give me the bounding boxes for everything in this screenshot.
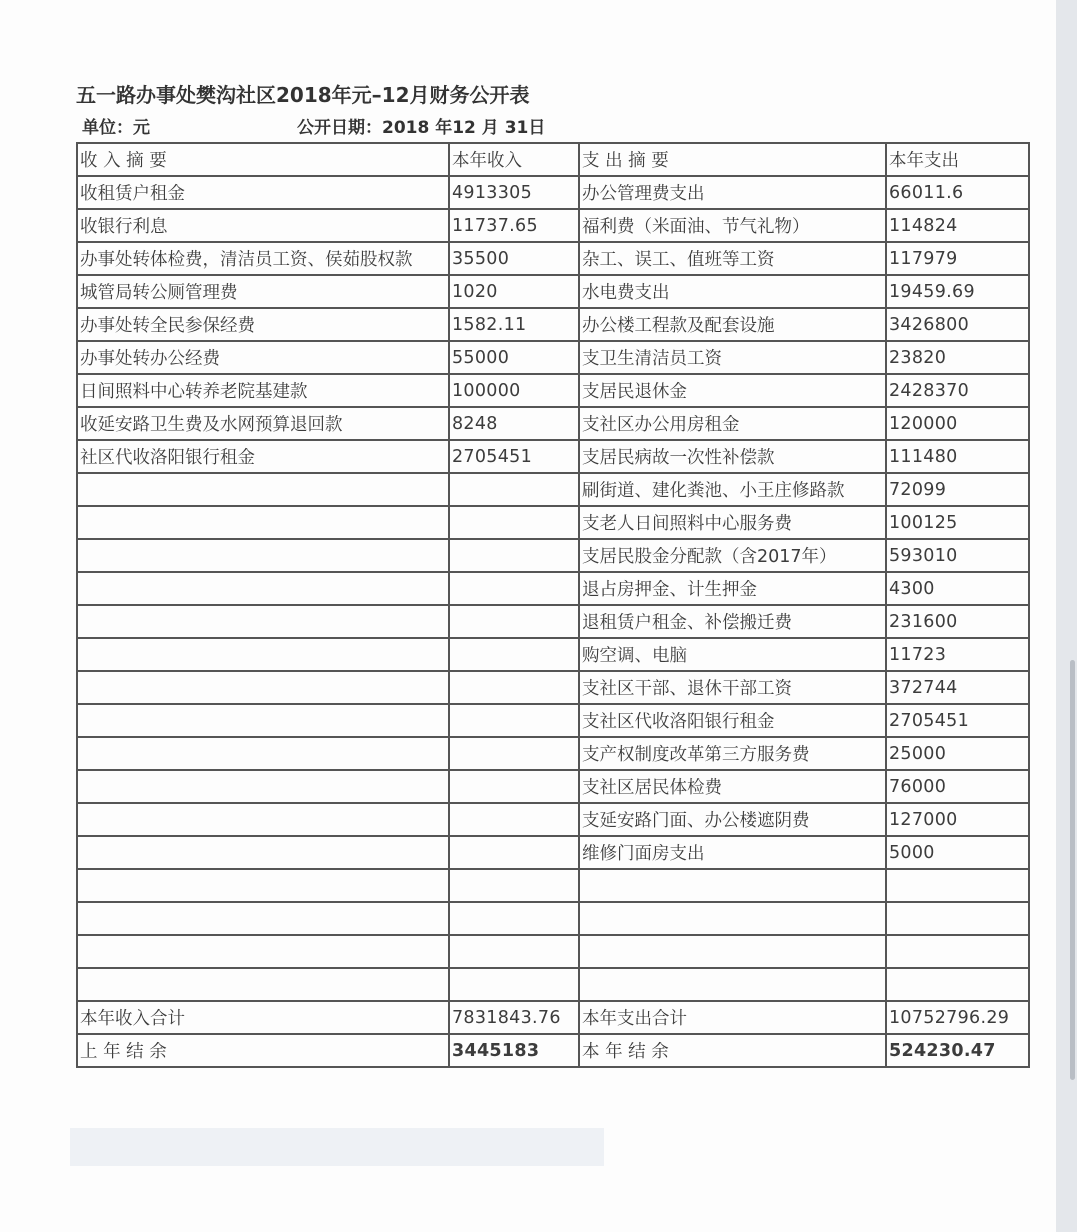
expense-amount-cell: 117979 [886,242,1029,275]
expense-total-value: 10752796.29 [886,1001,1029,1034]
income-summary-cell [77,803,449,836]
expense-amount-cell: 4300 [886,572,1029,605]
income-summary-cell: 收银行利息 [77,209,449,242]
expense-amount-cell: 120000 [886,407,1029,440]
expense-amount-cell: 231600 [886,605,1029,638]
income-amount-cell [449,638,579,671]
expense-summary-cell: 支居民股金分配款（含2017年） [579,539,886,572]
table-row [77,341,1029,374]
expense-amount-cell: 66011.6 [886,176,1029,209]
expense-amount-cell [886,935,1029,968]
table-row [77,374,1029,407]
income-amount-cell [449,539,579,572]
table-row [77,935,1029,968]
expense-amount-cell: 127000 [886,803,1029,836]
table-row [77,407,1029,440]
income-amount-cell [449,704,579,737]
expense-summary-cell: 支老人日间照料中心服务费 [579,506,886,539]
expense-summary-cell: 支卫生清洁员工资 [579,341,886,374]
table-row [77,275,1029,308]
income-amount-cell: 55000 [449,341,579,374]
table-row [77,704,1029,737]
income-amount-cell: 1020 [449,275,579,308]
expense-amount-cell: 23820 [886,341,1029,374]
income-summary-cell: 办事处转办公经费 [77,341,449,374]
expense-amount-cell [886,902,1029,935]
scrollbar-thumb[interactable] [1070,660,1075,1080]
expense-amount-cell: 100125 [886,506,1029,539]
table-row [77,605,1029,638]
expense-summary-cell: 刷街道、建化粪池、小王庄修路款 [579,473,886,506]
income-amount-cell [449,803,579,836]
page-title: 五一路办事处樊沟社区2018年元–12月财务公开表 [76,83,530,107]
table-row [77,473,1029,506]
expense-amount-cell: 25000 [886,737,1029,770]
expense-summary-cell: 杂工、误工、值班等工资 [579,242,886,275]
income-amount-cell [449,737,579,770]
income-total-label: 本年收入合计 [77,1001,449,1034]
expense-total-label: 本年支出合计 [579,1001,886,1034]
expense-amount-cell: 3426800 [886,308,1029,341]
income-summary-cell [77,836,449,869]
expense-summary-cell: 支社区居民体检费 [579,770,886,803]
expense-summary-cell: 支社区干部、退休干部工资 [579,671,886,704]
expense-amount-cell: 372744 [886,671,1029,704]
expense-amount-cell: 111480 [886,440,1029,473]
table-row [77,902,1029,935]
table-row [77,638,1029,671]
expense-summary-cell [579,902,886,935]
income-summary-cell [77,935,449,968]
expense-summary-cell: 水电费支出 [579,275,886,308]
curr-balance-value: 524230.47 [886,1034,1029,1067]
expense-amount-cell: 2705451 [886,704,1029,737]
income-amount-cell [449,473,579,506]
table-row [77,440,1029,473]
expense-summary-cell: 维修门面房支出 [579,836,886,869]
header-row [77,143,1029,176]
income-summary-cell [77,869,449,902]
expense-amount-cell: 593010 [886,539,1029,572]
table-row [77,869,1029,902]
expense-summary-cell: 支延安路门面、办公楼遮阴费 [579,803,886,836]
table-row [77,209,1029,242]
expense-amount-cell: 114824 [886,209,1029,242]
expense-summary-cell: 福利费（米面油、节气礼物） [579,209,886,242]
income-amount-cell: 4913305 [449,176,579,209]
income-summary-cell [77,737,449,770]
income-summary-cell [77,902,449,935]
income-amount-cell [449,836,579,869]
expense-amount-cell: 2428370 [886,374,1029,407]
balance-row [77,1034,1029,1067]
income-amount-cell: 35500 [449,242,579,275]
income-amount-cell: 8248 [449,407,579,440]
income-summary-cell [77,473,449,506]
income-summary-cell [77,539,449,572]
income-amount-cell [449,869,579,902]
expense-summary-cell: 购空调、电脑 [579,638,886,671]
income-summary-cell [77,704,449,737]
income-summary-cell: 城管局转公厕管理费 [77,275,449,308]
income-summary-cell [77,638,449,671]
income-amount-cell: 1582.11 [449,308,579,341]
income-amount-cell [449,605,579,638]
expense-amount-cell: 5000 [886,836,1029,869]
income-amount-cell [449,902,579,935]
income-summary-cell [77,770,449,803]
expense-amount-cell [886,869,1029,902]
income-summary-cell [77,671,449,704]
table-row [77,836,1029,869]
expense-summary-cell [579,869,886,902]
table-row [77,968,1029,1001]
income-summary-cell: 日间照料中心转养老院基建款 [77,374,449,407]
expense-summary-cell: 支产权制度改革第三方服务费 [579,737,886,770]
table-row [77,506,1029,539]
expense-amount-cell: 72099 [886,473,1029,506]
table-row [77,572,1029,605]
expense-summary-cell: 退占房押金、计生押金 [579,572,886,605]
expense-summary-header: 支 出 摘 要 [579,143,886,176]
income-summary-cell: 办事处转全民参保经费 [77,308,449,341]
expense-summary-cell [579,968,886,1001]
income-amount-cell: 11737.65 [449,209,579,242]
expense-summary-cell [579,935,886,968]
table-row [77,539,1029,572]
expense-summary-cell: 支社区办公用房租金 [579,407,886,440]
table-row [77,176,1029,209]
table-row [77,737,1029,770]
income-total-value: 7831843.76 [449,1001,579,1034]
expense-amount-cell [886,968,1029,1001]
expense-amount-cell: 11723 [886,638,1029,671]
income-summary-header: 收 入 摘 要 [77,143,449,176]
income-amount-cell [449,968,579,1001]
prev-balance-value: 3445183 [449,1034,579,1067]
income-summary-cell [77,572,449,605]
income-amount-cell [449,671,579,704]
unit-label: 单位：元 [82,118,150,138]
expense-summary-cell: 支社区代收洛阳银行租金 [579,704,886,737]
totals-row [77,1001,1029,1034]
expense-summary-cell: 办公楼工程款及配套设施 [579,308,886,341]
expense-summary-cell: 支居民病故一次性补偿款 [579,440,886,473]
income-summary-cell [77,506,449,539]
expense-summary-cell: 支居民退休金 [579,374,886,407]
income-amount-cell [449,506,579,539]
income-amount-cell [449,770,579,803]
expense-summary-cell: 退租赁户租金、补偿搬迁费 [579,605,886,638]
income-summary-cell [77,605,449,638]
table-row [77,242,1029,275]
income-summary-cell: 收延安路卫生费及水网预算退回款 [77,407,449,440]
table-row [77,803,1029,836]
income-summary-cell: 办事处转体检费，清洁员工资、侯茹股权款 [77,242,449,275]
table-row [77,308,1029,341]
expense-amount-header: 本年支出 [886,143,1029,176]
table-row [77,671,1029,704]
publish-date: 公开日期：2018 年12 月 31日 [297,118,546,138]
income-amount-cell: 100000 [449,374,579,407]
expense-amount-cell: 76000 [886,770,1029,803]
faded-footer-area [70,1128,604,1166]
expense-amount-cell: 19459.69 [886,275,1029,308]
income-summary-cell: 社区代收洛阳银行租金 [77,440,449,473]
finance-table [76,142,1030,1068]
income-summary-cell: 收租赁户租金 [77,176,449,209]
prev-balance-label: 上 年 结 余 [77,1034,449,1067]
income-amount-cell [449,935,579,968]
expense-summary-cell: 办公管理费支出 [579,176,886,209]
curr-balance-label: 本 年 结 余 [579,1034,886,1067]
income-amount-cell: 2705451 [449,440,579,473]
income-amount-header: 本年收入 [449,143,579,176]
table-row [77,770,1029,803]
income-amount-cell [449,572,579,605]
income-summary-cell [77,968,449,1001]
